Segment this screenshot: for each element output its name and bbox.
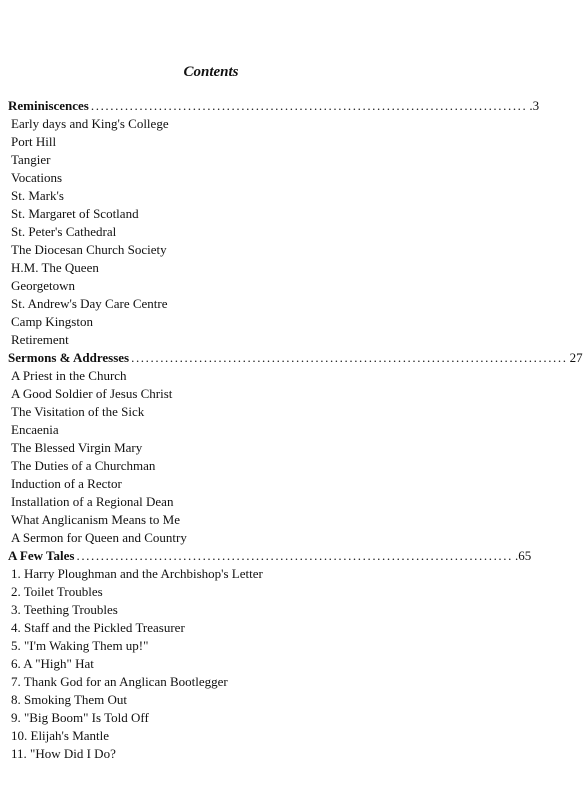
toc-entry[interactable]: Induction of a Rector [11,476,122,491]
dot-leader: .......................................................................................... [76,548,513,563]
section-page-number: .3 [529,98,540,113]
toc-entry[interactable]: A Sermon for Queen and Country [11,530,187,545]
toc-entry[interactable]: 11. "How Did I Do? [11,746,116,761]
toc-entry[interactable]: 8. Smoking Them Out [11,692,128,707]
toc-entry[interactable]: Vocations [11,170,63,185]
toc-entry[interactable]: 7. Thank God for an Anglican Bootlegger [11,674,228,689]
toc-entry[interactable]: 10. Elijah's Mantle [11,728,110,743]
toc-entry[interactable]: 5. "I'm Waking Them up!" [11,638,149,653]
dot-leader: .......................................................................................... [90,98,528,113]
toc-entry[interactable]: 1. Harry Ploughman and the Archbishop's Letter [11,566,263,581]
section-page-number: 27 [569,350,583,365]
dot-leader: .......................................................................................... [131,350,568,365]
toc-entry[interactable]: Port Hill [11,134,57,149]
toc-entry[interactable]: 9. "Big Boom" Is Told Off [11,710,149,725]
toc-entry[interactable]: Early days and King's College [11,116,169,131]
section-label: A Few Tales [8,548,75,563]
toc-entry[interactable]: Camp Kingston [11,314,93,329]
table-of-contents [8,97,583,763]
toc-entry[interactable]: 4. Staff and the Pickled Treasurer [11,620,185,635]
toc-entry[interactable]: H.M. The Queen [11,260,99,275]
toc-entry[interactable]: Retirement [11,332,69,347]
toc-entry[interactable]: Encaenia [11,422,59,437]
toc-entry[interactable]: A Priest in the Church [11,368,127,383]
toc-entry[interactable]: St. Andrew's Day Care Centre [11,296,168,311]
toc-entry[interactable]: The Duties of a Churchman [11,458,156,473]
toc-entry[interactable]: St. Mark's [11,188,64,203]
toc-entry[interactable]: What Anglicanism Means to Me [11,512,180,527]
toc-section-a-few-tales[interactable] [8,547,532,565]
toc-entry[interactable]: Installation of a Regional Dean [11,494,174,509]
toc-entry[interactable]: The Diocesan Church Society [11,242,167,257]
toc-entry[interactable]: A Good Soldier of Jesus Christ [11,386,173,401]
toc-entry[interactable]: Tangier [11,152,51,167]
toc-entry[interactable]: 6. A "High" Hat [11,656,94,671]
toc-section-sermons-addresses[interactable] [8,349,583,367]
toc-entry[interactable]: St. Peter's Cathedral [11,224,117,239]
page-title: Contents [183,64,239,80]
toc-entry[interactable]: 3. Teething Troubles [11,602,118,617]
toc-entry[interactable]: Georgetown [11,278,76,293]
section-page-number: .65 [514,548,532,563]
toc-entry[interactable]: St. Margaret of Scotland [11,206,139,221]
toc-entry[interactable]: The Blessed Virgin Mary [11,440,143,455]
toc-entry[interactable]: 2. Toilet Troubles [11,584,103,599]
toc-section-reminiscences[interactable] [8,97,540,115]
section-label: Sermons & Addresses [8,350,130,365]
section-label: Reminiscences [8,98,89,113]
toc-entry[interactable]: The Visitation of the Sick [11,404,145,419]
